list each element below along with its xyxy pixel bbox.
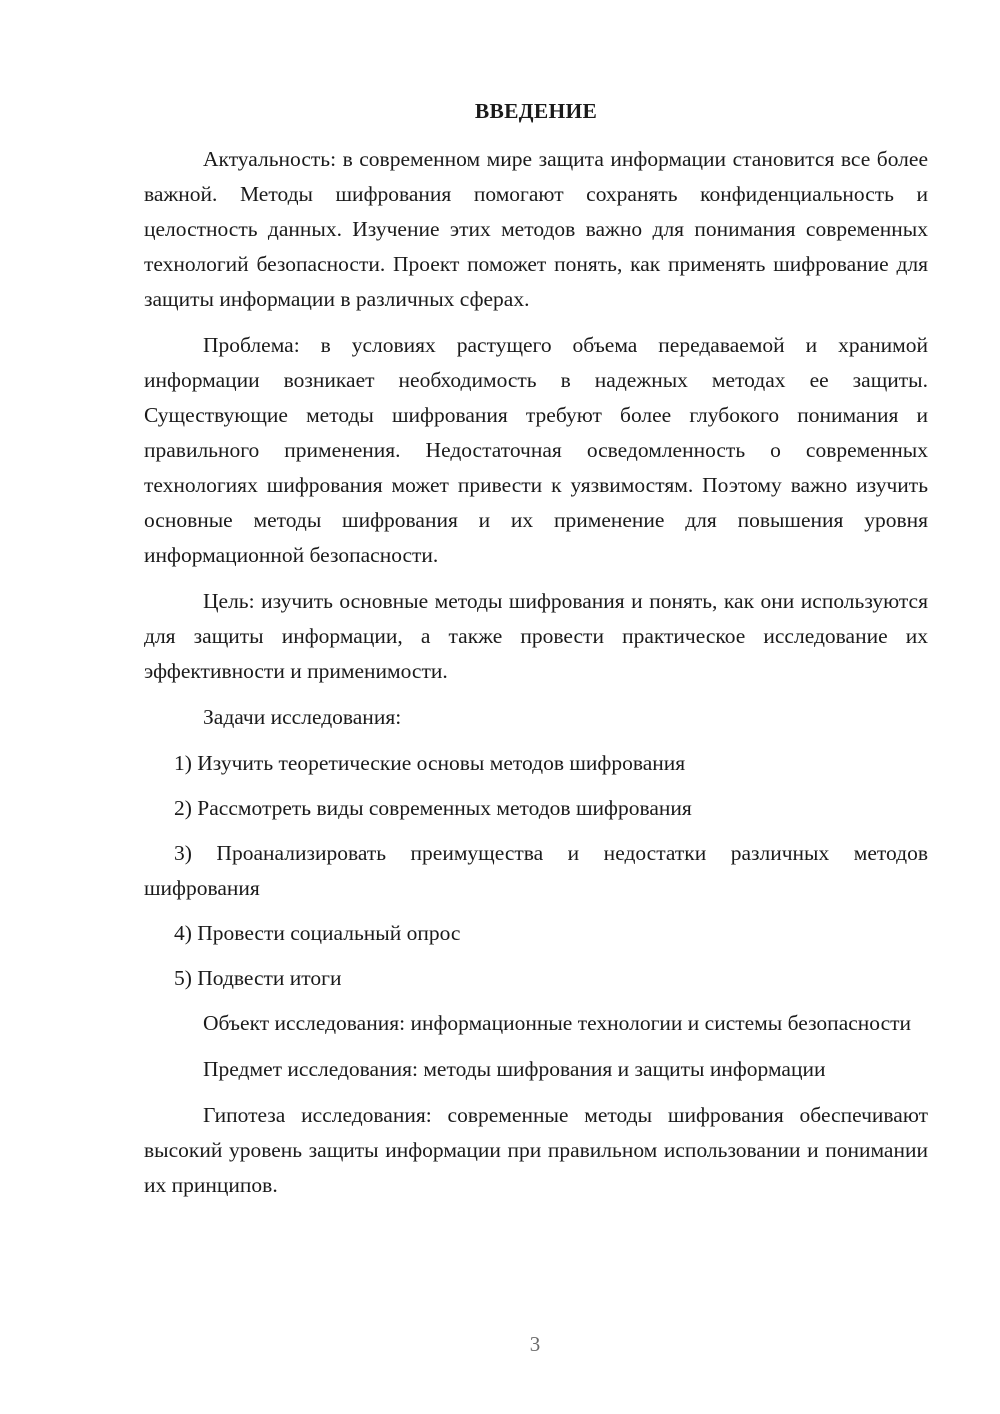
task-item: 3) Проанализировать преимущества и недостатки различных методов шифрования [144, 841, 928, 900]
document-page [144, 96, 928, 1214]
tasks-heading: Задачи исследования: [203, 705, 402, 729]
paragraph-relevance: Актуальность: в современном мире защита информации становится все более важной. Методы шифрования помогают сохранять конфиденциальность и целостность данных. Изучение этих методов важно для понимания современных технологий безопасности. Проект поможет понять, как применять шифрование для защиты информации в различных сферах. [144, 147, 928, 311]
page-number: 3 [529, 1332, 541, 1356]
task-item: 2) Рассмотреть виды современных методов шифрования [174, 796, 692, 820]
paragraph-goal: Цель: изучить основные методы шифрования и понять, как они используются для защиты информации, а также провести практическое исследование их эффективности и применимости. [144, 589, 928, 683]
paragraph-hypothesis: Гипотеза исследования: современные методы шифрования обеспечивают высокий уровень защиты информации при правильном использовании и понимании их принципов. [144, 1103, 928, 1197]
task-item: 5) Подвести итоги [174, 966, 342, 990]
tasks-list [144, 746, 928, 996]
paragraph-problem: Проблема: в условиях растущего объема передаваемой и хранимой информации возникает необходимость в надежных методах ее защиты. Существующие методы шифрования требуют более глубокого понимания и правильного применения. Недостаточная осведомленность о современных технологиях шифрования может привести к уязвимостям. Поэтому важно изучить основные методы шифрования и их применение для повышения уровня информационной безопасности. [144, 333, 928, 567]
paragraph-subject: Предмет исследования: методы шифрования и защиты информации [203, 1057, 826, 1081]
paragraph-object: Объект исследования: информационные технологии и системы безопасности [203, 1011, 912, 1035]
task-item: 4) Провести социальный опрос [174, 921, 461, 945]
section-title: ВВЕДЕНИЕ [474, 99, 598, 123]
task-item: 1) Изучить теоретические основы методов шифрования [174, 751, 686, 775]
